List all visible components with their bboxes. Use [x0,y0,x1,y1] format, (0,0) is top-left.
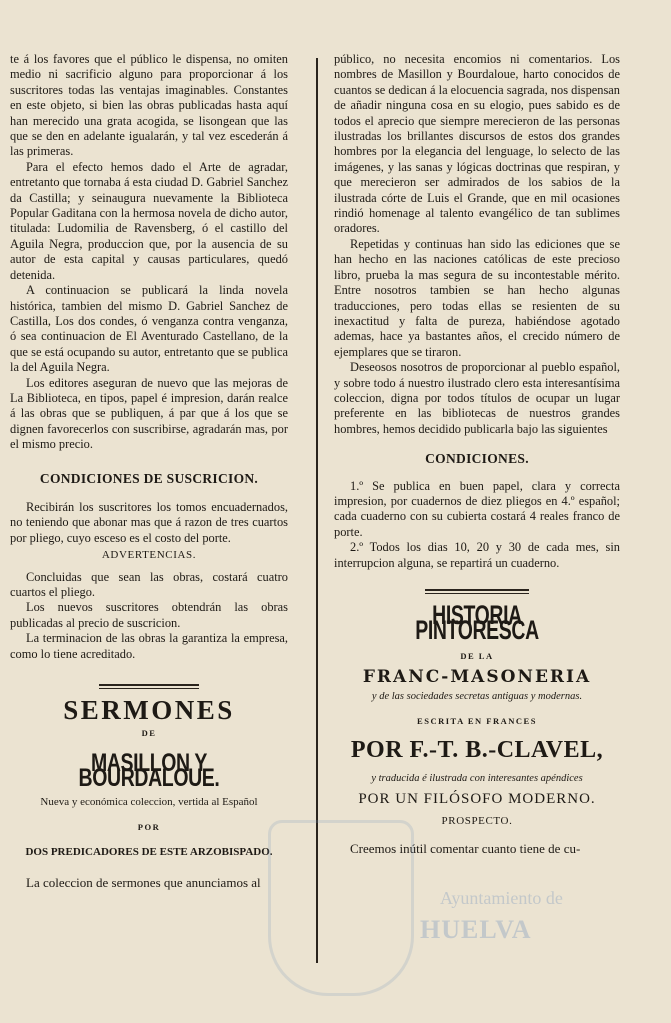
de-la-label: DE LA [460,650,494,661]
paragraph: Los editores aseguran de nuevo que las mejoras de La Biblioteca, en tipos, papel é impresion, darán realce á las obras que se publiquen, á par que á los que se dignen favorecerlos con suscribirse, agradarán mas, por el mismo precio. [10,375,288,452]
paragraph: Creemos inútil comentar cuanto tiene de cu- [350,841,581,857]
left-column [10,52,288,890]
predicadores-line: DOS PREDICADORES DE ESTE ARZOBISPADO. [25,846,273,859]
paragraph: Repetidas y continuas han sido las ediciones que se han hecho en las naciones católicas de este precioso libro, prueba la mas segura de su incontestable mérito. Entre nosotros tambien se han hecho algunas traducciones, pero todas ellas se resienten de su inexactitud y falta de pureza, habiéndose agotado ademas, hace ya bastantes años, el crecido número de ejemplares que se tiraron. [334,236,620,359]
paragraph: público, no necesita encomios ni comentarios. Los nombres de Masillon y Bourdaloue, harto conocidos de cuantos se dedican á la elocuencia sagrada, nos dispensan de añadir ninguna cosa en su elogio, pues sabido es de todos el aprecio que siempre merecieron de las personas ilustradas los brillantes discursos de estos dos grandes hombres por la elegancia del lenguage, lo selecto de las imágenes, y las sanas y lógicas doctrinas que respiran, y que merecieron ser admirados de los sabios de la ilustrada córte de Luis el Grande, que en mil ocasiones rindió homenage al talento evangélico de tan sublimes oradores. [334,52,620,236]
paragraph: La coleccion de sermones que anunciamos al [26,874,261,890]
por-label: POR [137,822,161,833]
sociedades-subline: y de las sociedades secretas antiguas y modernas. [371,690,583,702]
paragraph: te á los favores que el público le dispensa, no omiten medio ni sacrificio alguno para proporcionar á los suscritores todas las ventajas imaginables. Constantes en este objeto, si bien las obras publicadas hasta aquí han merecido una grata acogida, se lisongean que las que se den en adelante igualarán, y tal vez escederán á las primeras. [10,52,288,159]
filosofo-line: POR UN FILÓSOFO MODERNO. [358,791,596,808]
paragraph: Deseosos nosotros de proporcionar al pueblo español, y sobre todo á nuestro ilustrado clero esta interesantísima coleccion, digna por todos títulos de ocupar un lugar preferente en las bibliotecas de nuestros grandes hombres, hemos decidido publicarla bajo las siguientes [334,360,620,436]
paragraph: Concluidas que sean las obras, costará cuatro cuartos el pliego. [10,569,288,599]
historia-title: HISTORIA PINTORESCA [415,600,539,646]
franc-masoneria-title: FRANC-MASONERIA [362,667,592,688]
paragraph: Los nuevos suscritores obtendrán las obras publicadas al precio de suscricion. [10,600,288,630]
author-title: POR F.-T. B.-CLAVEL, [350,737,604,764]
paragraph: La terminacion de las obras la garantiza la empresa, como lo tiene acreditado. [10,631,288,661]
advertencias-heading: ADVERTENCIAS. [101,549,197,562]
ornamental-rule [425,589,529,594]
watermark-text: Ayuntamiento de [440,888,563,908]
watermark-seal [268,820,414,996]
escrita-label: ESCRITA EN FRANCES [417,716,537,727]
de-label: DE [141,728,157,739]
coleccion-subline: Nueva y económica coleccion, vertida al Español [40,795,258,808]
right-column [334,52,620,856]
watermark-text: HUELVA [420,915,532,944]
prospecto-label: PROSPECTO. [441,814,513,827]
paragraph: Recibirán los suscritores los tomos encuadernados, no teniendo que abonar mas que á razon de tres cuartos por pliego, cuyo esceso es el costo del porte. [10,499,288,545]
masillon-title: MASILLON Y BOURDALOUE. [78,748,220,793]
condition-item: 2.º Todos los dias 10, 20 y 30 de cada mes, sin interrupcion alguna, se repartirá un cuaderno. [334,540,620,570]
condition-item: 1.º Se publica en buen papel, clara y correcta impresion, por cuadernos de diez pliegos en 4.º español; cada cuaderno con su cubierta costará 4 reales franco de porte. [334,478,620,539]
sermones-title: SERMONES [63,695,235,726]
traducida-subline: y traducida é ilustrada con interesantes apéndices [371,772,583,784]
paragraph: A continuacion se publicará la linda novela histórica, tambien del mismo D. Gabriel Sanchez de Castilla, Los dos condes, ó venganza contra venganza, ó sea continuacion de El Aventurado Castellano, de la que se está ocupando su autor, entretanto que se publica la del Aguila Negra. [10,283,288,375]
conditions-heading: CONDICIONES. [425,451,529,467]
conditions-heading: CONDICIONES DE SUSCRICION. [39,470,259,486]
paragraph: Para el efecto hemos dado el Arte de agradar, entretanto que tornaba á esta ciudad D. Gabriel Sanchez da Castilla; y seinaugura nuevamente la Biblioteca Popular Gaditana con la hermosa novela de dicho autor, titulada: Ludomilia de Ravensberg, ó el castillo del Aguila Negra, produccion que, por la ausencia de su autor de esta capital y causas particulares, quedó detenida. [10,159,288,282]
ornamental-rule [99,684,199,689]
